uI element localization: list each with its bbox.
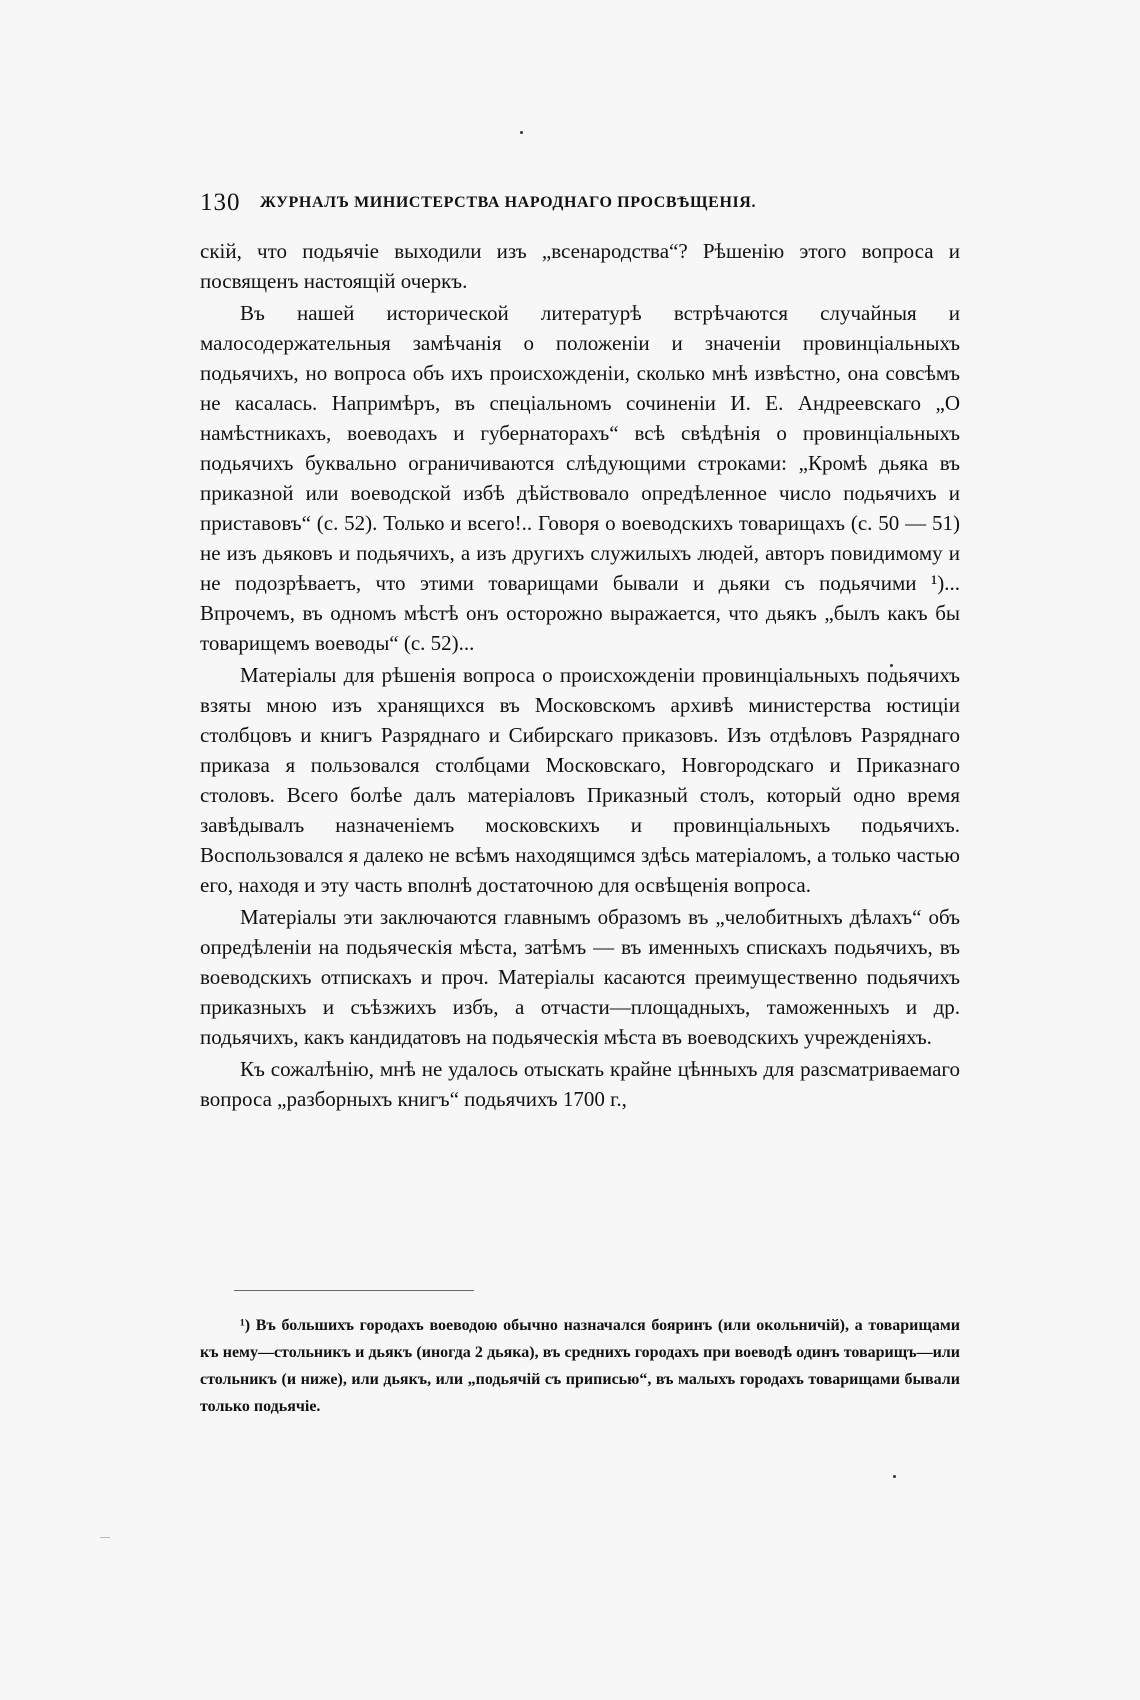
ink-speck bbox=[893, 1475, 896, 1478]
main-text bbox=[200, 236, 960, 1114]
footnote-separator bbox=[234, 1290, 474, 1291]
paragraph: Въ нашей исторической литературѣ встрѣчаются случайныя и малосодержательныя замѣчанія о положеніи и значеніи провинціальныхъ подьячихъ, но вопроса объ ихъ происхожденіи, сколько мнѣ извѣстно, она совсѣмъ не касалась. Напримѣръ, въ спеціальномъ сочиненіи И. Е. Андреевскаго „О намѣстникахъ, воеводахъ и губернаторахъ“ всѣ свѣдѣнія о провинціальныхъ подьячихъ буквально ограничиваются слѣдующими строками: „Кромѣ дьяка въ приказной или воеводской избѣ дѣйствовало опредѣленное число подьячихъ и приставовъ“ (с. 52). Только и всего!.. Говоря о воеводскихъ товарищахъ (с. 50 — 51) не изъ дьяковъ и подьячихъ, а изъ другихъ служилыхъ людей, авторъ повидимому и не подозрѣваетъ, что этими товарищами бывали и дьяки съ подьячими ¹)... Впрочемъ, въ одномъ мѣстѣ онъ осторожно выражается, что дьякъ „былъ какъ бы товарищемъ воеводы“ (с. 52)... bbox=[200, 301, 960, 655]
footnote: ¹) Въ большихъ городахъ воеводою обычно назначался бояринъ (или окольничій), а товарищами къ нему—стольникъ и дьякъ (иногда 2 дьяка), въ среднихъ городахъ при воеводѣ одинъ товарищъ—или стольникъ (и ниже), или дьякъ, или „подьячій съ приписью“, въ малыхъ городахъ товарищами бывали только подьячіе. bbox=[200, 1317, 960, 1415]
page-header bbox=[200, 188, 960, 218]
running-title: ЖУРНАЛЪ МИНИСТЕРСТВА НАРОДНАГО ПРОСВѢЩЕНІЯ. bbox=[260, 194, 757, 211]
ink-speck bbox=[520, 131, 523, 134]
paragraph: Къ сожалѣнію, мнѣ не удалось отыскать крайне цѣнныхъ для разсматриваемаго вопроса „разборныхъ книгъ“ подьячихъ 1700 г., bbox=[200, 1057, 960, 1111]
paragraph: Матеріалы для рѣшенія вопроса о происхожденіи провинціальныхъ подьячихъ взяты мною изъ хранящихся въ Московскомъ архивѣ министерства юстиціи столбцовъ и книгъ Разряднаго и Сибирскаго приказовъ. Изъ отдѣловъ Разряднаго приказа я пользовался столбцами Московскаго, Новгородскаго и Приказнаго столовъ. Всего болѣе далъ матеріаловъ Приказный столъ, который одно время завѣдывалъ назначеніемъ московскихъ и провинціальныхъ подьячихъ. Воспользовался я далеко не всѣмъ находящимся здѣсь матеріаломъ, а только частью его, находя и эту часть вполнѣ достаточною для освѣщенія вопроса. bbox=[200, 663, 960, 897]
paragraph-continuation: скій, что подьячіе выходили изъ „всенародства“? Рѣшенію этого вопроса и посвященъ настоящій очеркъ. bbox=[200, 239, 960, 293]
scan-mark bbox=[100, 1537, 110, 1538]
page-number: 130 bbox=[200, 189, 241, 216]
paragraph: Матеріалы эти заключаются главнымъ образомъ въ „челобитныхъ дѣлахъ“ объ опредѣленіи на подьяческія мѣста, затѣмъ — въ именныхъ спискахъ подьячихъ, въ воеводскихъ отпискахъ и проч. Матеріалы касаются преимущественно подьячихъ приказныхъ и съѣзжихъ избъ, а отчасти—площадныхъ, таможенныхъ и др. подьячихъ, какъ кандидатовъ на подьяческія мѣста въ воеводскихъ учрежденіяхъ. bbox=[200, 905, 960, 1049]
